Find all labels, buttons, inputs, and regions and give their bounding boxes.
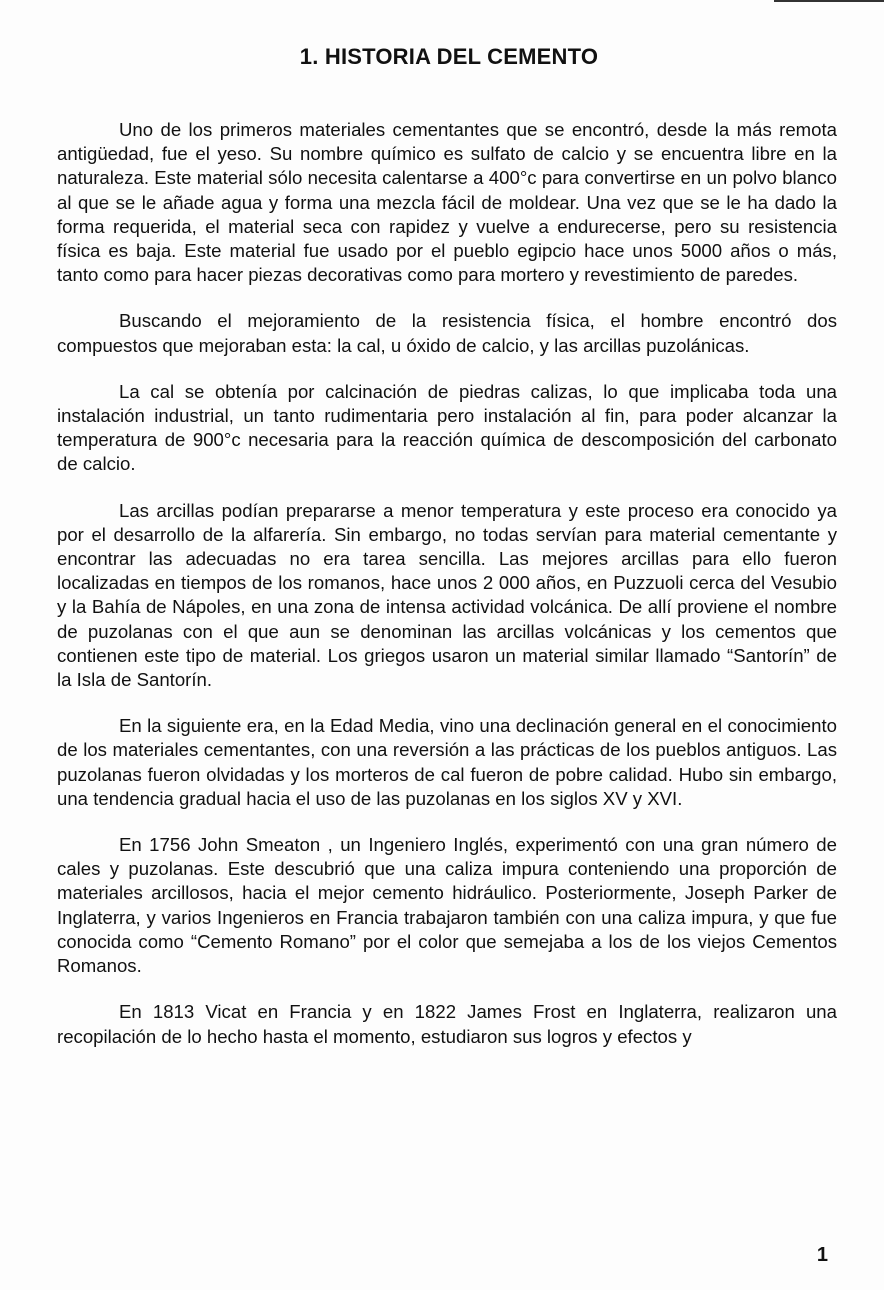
scan-edge-line (774, 0, 884, 2)
paragraph-arcillas: Las arcillas podían prepararse a menor temperatura y este proceso era conocido ya por el desarrollo de la alfarería. Sin embargo, no todas servían para material cementante y encontrar las adecuadas no era tarea sencilla. Las mejores arcillas para ello fueron localizadas en tiempos de los romanos, hace unos 2 000 años, en Puzzuoli cerca del Vesubio y la Bahía de Nápoles, en una zona de intensa actividad volcánica. De allí proviene el nombre de puzolanas con el que aun se denominan las arcillas volcánicas y los cementos que contienen este tipo de material. Los griegos usaron un material similar llamado “Santorín” de la Isla de Santorín. (57, 499, 837, 691)
page-number: 1 (816, 1244, 828, 1266)
paragraph-smeaton: En 1756 John Smeaton , un Ingeniero Inglés, experimentó con una gran número de cales y puzolanas. Este descubrió que una caliza impura conteniendo una proporción de materiales arcillosos, hacia el mejor cemento hidráulico. Posteriormente, Joseph Parker de Inglaterra, y varios Ingenieros en Francia trabajaron también con una caliza impura, y que fue conocida como “Cemento Romano” por el color que semejaba a los de los viejos Cementos Romanos. (57, 834, 837, 977)
body-text (57, 118, 837, 1071)
paragraph-resistencia: Buscando el mejoramiento de la resistencia física, el hombre encontró dos compuestos que mejoraban esta: la cal, u óxido de calcio, y las arcillas puzolánicas. (57, 310, 837, 356)
page-title: 1. HISTORIA DEL CEMENTO (299, 44, 599, 69)
paragraph-yeso: Uno de los primeros materiales cementantes que se encontró, desde la más remota antigüedad, fue el yeso. Su nombre químico es sulfato de calcio y se encuentra libre en la naturaleza. Este material sólo necesita calentarse a 400°c para convertirse en un polvo blanco al que se le añade agua y forma una mezcla fácil de moldear. Una vez que se le ha dado la forma requerida, el material seca con rapidez y vuelve a endurecerse, pero su resistencia física es baja. Este material fue usado por el pueblo egipcio hace unos 5000 años o más, tanto como para hacer piezas decorativas como para mortero y revestimiento de paredes. (57, 119, 837, 286)
paragraph-cal: La cal se obtenía por calcinación de piedras calizas, lo que implicaba toda una instalación industrial, un tanto rudimentaria pero instalación al fin, para poder alcanzar la temperatura de 900°c necesaria para la reacción química de descomposición del carbonato de calcio. (57, 380, 837, 475)
paragraph-edad-media: En la siguiente era, en la Edad Media, vino una declinación general en el conocimiento de los materiales cementantes, con una reversión a las prácticas de los pueblos antiguos. Las puzolanas fueron olvidadas y los morteros de cal fueron de pobre calidad. Hubo sin embargo, una tendencia gradual hacia el uso de las puzolanas en los siglos XV y XVI. (57, 715, 837, 809)
paragraph-vicat: En 1813 Vicat en Francia y en 1822 James Frost en Inglaterra, realizaron una recopilación de lo hecho hasta el momento, estudiaron sus logros y efectos y (57, 1001, 837, 1047)
